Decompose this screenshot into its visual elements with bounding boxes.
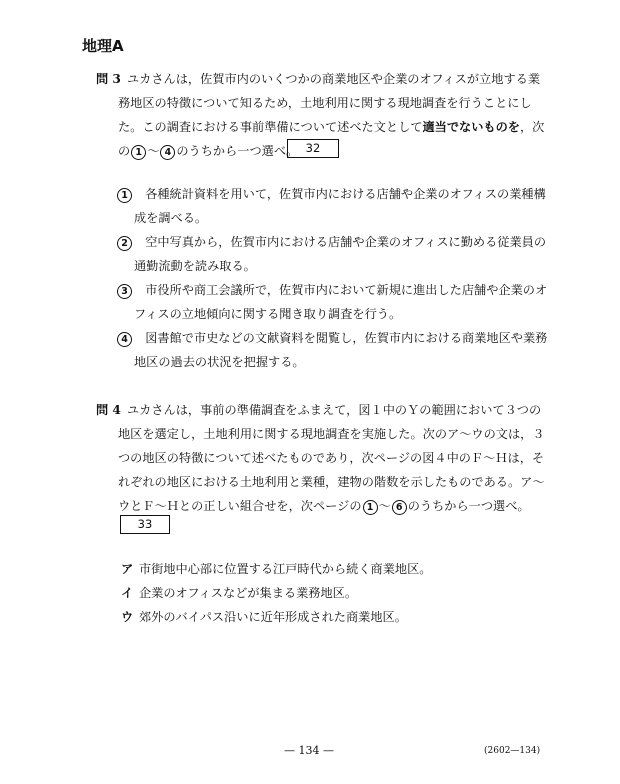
q3-option-1-cont: 成を調べる。: [134, 211, 208, 225]
q4-line-1: ユカさんは，事前の準備調査をふまえて，図１中のＹの範囲において３つの: [127, 403, 542, 417]
q3-option-3[interactable]: [116, 281, 547, 299]
circled-number-icon: 6: [392, 500, 407, 515]
q4-item-u: [121, 608, 407, 625]
option-text: 市役所や商工会議所で，佐賀市内において新規に進出した店舗や企業のオ: [145, 283, 548, 297]
q3-line-3-text: た。この調査における事前準備について述べた文として: [118, 120, 423, 134]
emphasis-text: 適当でないものを: [422, 120, 520, 134]
page-number: — 134 —: [284, 744, 334, 757]
answer-box-32[interactable]: 32: [287, 139, 339, 158]
q3-line-1: ユカさんは，佐賀市内のいくつかの商業地区や企業のオフィスが立地する業: [127, 72, 541, 86]
page-title: 地理A: [82, 37, 124, 55]
q3-option-3-cont: フィスの立地傾向に関する聞き取り調査を行う。: [134, 307, 402, 321]
circled-number-icon: 4: [160, 145, 175, 160]
q3-line-2: 務地区の特徴について知るため，土地利用に関する現地調査を行うことにし: [118, 96, 532, 110]
circled-number-icon: 3: [117, 284, 132, 299]
circled-number-icon: 2: [117, 236, 132, 251]
q3-line-4-pre: の: [118, 144, 131, 158]
q3-option-4[interactable]: [116, 329, 547, 347]
option-text: 各種統計資料を用いて，佐賀市内における店舗や企業のオフィスの業種構: [145, 187, 546, 201]
q4-line-4: れぞれの地区における土地利用と業種，建物の階数を示したものである。ア〜: [118, 475, 545, 489]
q4-item-a: [121, 560, 432, 577]
item-text: 企業のオフィスなどが集まる業務地区。: [139, 586, 358, 600]
tilde: 〜: [147, 144, 160, 158]
q3-line-4: [118, 142, 298, 160]
page-code: (2602—134): [484, 746, 541, 756]
q3-option-2-cont: 通勤流動を読み取る。: [134, 259, 256, 273]
q4-item-i: [121, 584, 357, 601]
q3-line-3: [118, 118, 544, 135]
q3-line-3-tail: ，次: [519, 120, 545, 134]
q3-option-1[interactable]: [116, 185, 546, 203]
q3-option-2[interactable]: [116, 233, 546, 251]
answer-box-33[interactable]: 33: [120, 515, 170, 534]
q4-line-5: [118, 497, 530, 515]
q3-line-4-post: のうちから一つ選べ。: [176, 144, 299, 158]
option-text: 図書館で市史などの文献資料を閲覧し，佐賀市内における商業地区や業務: [145, 331, 548, 345]
circled-number-icon: 1: [131, 145, 146, 160]
question-4-label: 問 4: [96, 403, 121, 417]
circled-number-icon: 1: [363, 500, 378, 515]
tilde: 〜: [378, 499, 391, 513]
option-text: 空中写真から，佐賀市内における店舗や企業のオフィスに勤める従業員の: [145, 235, 547, 249]
q4-line-2: 地区を選定し，土地利用に関する現地調査を実施した。次のア〜ウの文は，３: [118, 427, 545, 441]
item-text: 市街地中心部に位置する江戸時代から続く商業地区。: [139, 562, 432, 576]
circled-number-icon: 1: [117, 188, 132, 203]
q4-line-3: つの地区の特徴について述べたものであり，次ページの図４中のＦ〜Ｈは，そ: [118, 451, 545, 465]
circled-number-icon: 4: [117, 332, 132, 347]
question-3-label: 問 3: [96, 72, 121, 86]
item-kana: ア: [121, 562, 134, 576]
q3-option-4-cont: 地区の過去の状況を把握する。: [134, 355, 305, 369]
q4-line-5-post: のうちから一つ選べ。: [407, 499, 530, 513]
q4-line-5-text: ウとＦ〜Ｈとの正しい組合せを，次ページの: [118, 499, 362, 513]
item-kana: ウ: [121, 610, 134, 624]
item-kana: イ: [121, 586, 134, 600]
item-text: 郊外のバイパス沿いに近年形成された商業地区。: [139, 610, 407, 624]
